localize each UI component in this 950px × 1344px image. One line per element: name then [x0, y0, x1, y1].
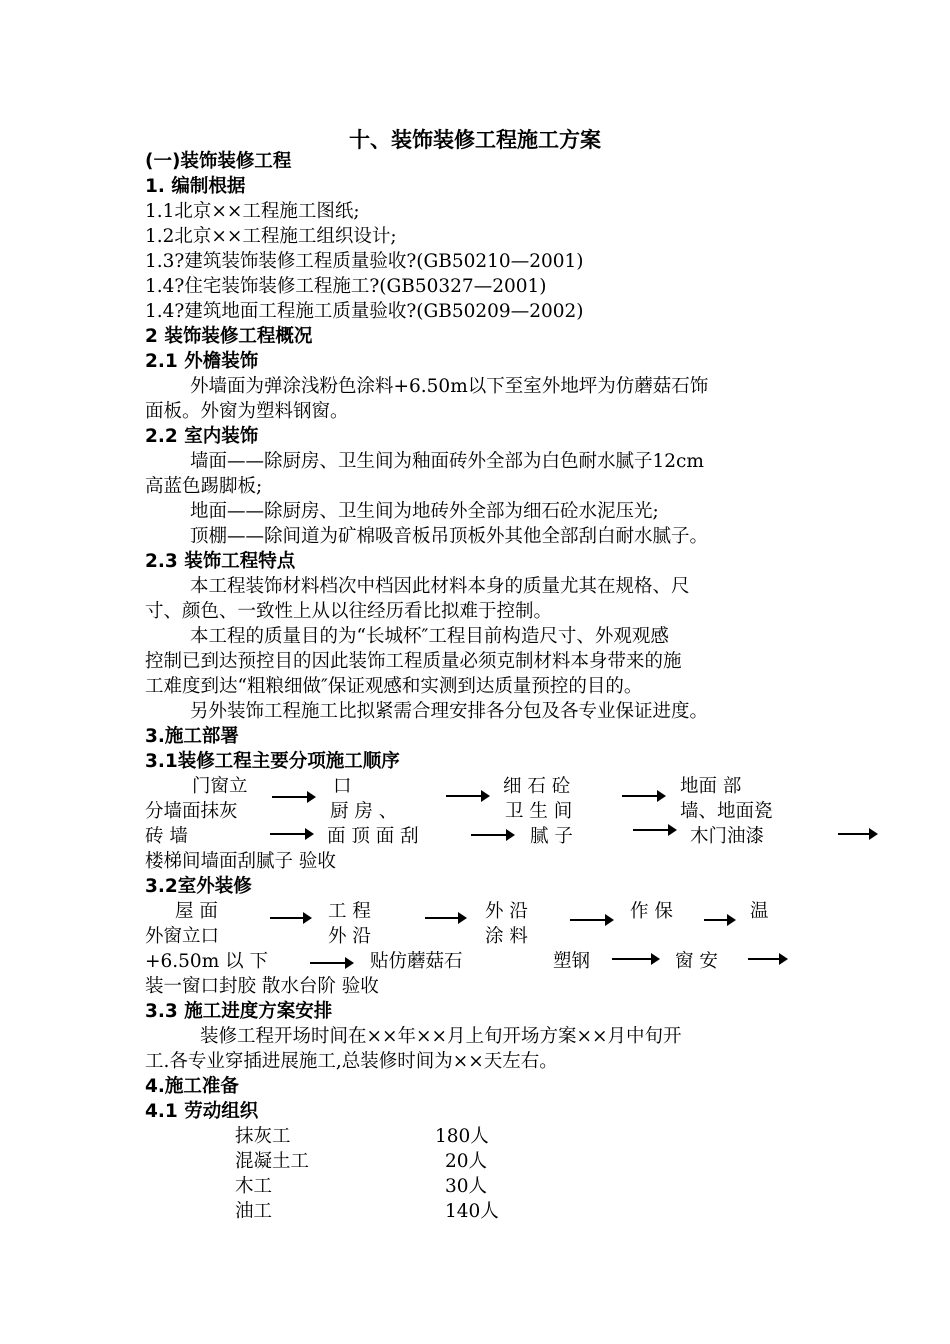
flow-arrow: [310, 962, 352, 964]
reference-item: 1.1北京××工程施工图纸;: [145, 201, 360, 222]
paragraph-line: 墙面——除厨房、卫生间为釉面砖外全部为白色耐水腻子12cm: [190, 451, 704, 472]
reference-item: 1.2北京××工程施工组织设计;: [145, 226, 397, 247]
flow-text: 腻 子: [530, 826, 573, 847]
paragraph-line: 工难度到达“粗粮细做″保证观感和实测到达质量预控的目的。: [145, 676, 643, 697]
flow-text: 厨 房 、: [330, 801, 398, 822]
reference-item: 1.4?建筑地面工程施工质量验收?(GB50209—2002): [145, 301, 584, 322]
flow-arrow: [633, 829, 675, 831]
flow-arrow: [748, 958, 786, 960]
page-title: 十、装饰装修工程施工方案: [349, 128, 601, 152]
flow-text: 楼梯间墙面刮腻子 验收: [145, 851, 336, 872]
labor-name: 油工: [235, 1201, 273, 1222]
labor-count: 140人: [445, 1201, 499, 1222]
flow-text: +6.50m 以 下: [145, 951, 268, 972]
reference-item: 1.4?住宅装饰装修工程施工?(GB50327—2001): [145, 276, 547, 297]
paragraph-line: 本工程的质量目的为“长城杯″工程目前构造尺寸、外观观感: [190, 626, 669, 647]
flow-text: 塑钢: [553, 951, 591, 972]
flow-text: 贴仿蘑菇石: [370, 951, 463, 972]
flow-arrow: [471, 834, 513, 836]
section-heading: 2 装饰装修工程概况: [145, 326, 313, 347]
subsection-heading: 2.2 室内装饰: [145, 426, 259, 447]
paragraph-line: 装修工程开场时间在××年××月上旬开场方案××月中旬开: [200, 1026, 682, 1047]
subsection-heading: 3.1装修工程主要分项施工顺序: [145, 751, 400, 772]
flow-arrow: [570, 919, 612, 921]
flow-arrow: [838, 833, 876, 835]
flow-text: 装一窗口封胶 散水台阶 验收: [145, 976, 379, 997]
flow-text: 墙、地面瓷: [680, 801, 773, 822]
flow-arrow: [704, 919, 734, 921]
flow-text: 砖 墙: [145, 826, 188, 847]
reference-item: 1.3?建筑装饰装修工程质量验收?(GB50210—2001): [145, 251, 584, 272]
flow-text: 面 顶 面 刮: [327, 826, 419, 847]
flow-text: 地面 部: [680, 776, 742, 797]
flow-text: 细 石 砼: [503, 776, 571, 797]
section-heading: 1. 编制根据: [145, 176, 246, 197]
flow-text: 卫 生 间: [505, 801, 573, 822]
subsection-heading: 2.3 装饰工程特点: [145, 551, 296, 572]
paragraph-line: 地面——除厨房、卫生间为地砖外全部为细石砼水泥压光;: [190, 501, 659, 522]
paragraph-line: 本工程装饰材料档次中档因此材料本身的质量尤其在规格、尺: [190, 576, 690, 597]
flow-arrow: [270, 833, 312, 835]
flow-text: 涂 料: [485, 926, 528, 947]
labor-count: 30人: [445, 1176, 488, 1197]
flow-text: 外 沿: [328, 926, 371, 947]
labor-name: 抹灰工: [235, 1126, 291, 1147]
flow-text: 温: [750, 901, 769, 922]
flow-text: 木门油漆: [690, 826, 765, 847]
section-heading: 3.施工部署: [145, 726, 239, 747]
flow-text: 分墙面抹灰: [145, 801, 238, 822]
labor-count: 180人: [435, 1126, 489, 1147]
paragraph-line: 顶棚——除间道为矿棉吸音板吊顶板外其他全部刮白耐水腻子。: [190, 526, 709, 547]
labor-count: 20人: [445, 1151, 488, 1172]
paragraph-line: 面板。外窗为塑料钢窗。: [145, 401, 349, 422]
flow-arrow: [425, 917, 465, 919]
labor-name: 木工: [235, 1176, 273, 1197]
subsection-heading: 3.2室外装修: [145, 876, 252, 897]
flow-arrow: [272, 796, 314, 798]
flow-text: 工 程: [328, 901, 371, 922]
flow-text: 外窗立口: [145, 926, 220, 947]
flow-arrow: [612, 958, 658, 960]
subsection-heading: 2.1 外檐装饰: [145, 351, 259, 372]
section-heading: 4.施工准备: [145, 1076, 239, 1097]
flow-arrow: [622, 795, 664, 797]
paragraph-line: 高蓝色踢脚板;: [145, 476, 263, 497]
flow-arrow: [446, 795, 488, 797]
paragraph-line: 外墙面为弹涂浅粉色涂料+6.50m以下至室外地坪为仿蘑菇石饰: [190, 376, 709, 397]
flow-arrow: [270, 917, 310, 919]
flow-text: 口: [333, 776, 352, 797]
subsection-heading: 3.3 施工进度方案安排: [145, 1001, 333, 1022]
flow-text: 外 沿: [485, 901, 528, 922]
paragraph-line: 另外装饰工程施工比拟紧需合理安排各分包及各专业保证进度。: [190, 701, 709, 722]
paragraph-line: 寸、颜色、一致性上从以往经历看比拟难于控制。: [145, 601, 553, 622]
labor-name: 混凝土工: [235, 1151, 310, 1172]
flow-text: 屋 面: [175, 901, 218, 922]
paragraph-line: 工.各专业穿插进展施工,总装修时间为××天左右。: [145, 1051, 558, 1072]
section-heading: (一)装饰装修工程: [145, 151, 292, 172]
paragraph-line: 控制已到达预控目的因此装饰工程质量必须克制材料本身带来的施: [145, 651, 682, 672]
flow-text: 窗 安: [675, 951, 718, 972]
flow-text: 作 保: [630, 901, 673, 922]
subsection-heading: 4.1 劳动组织: [145, 1101, 259, 1122]
flow-text: 门窗立: [192, 776, 248, 797]
